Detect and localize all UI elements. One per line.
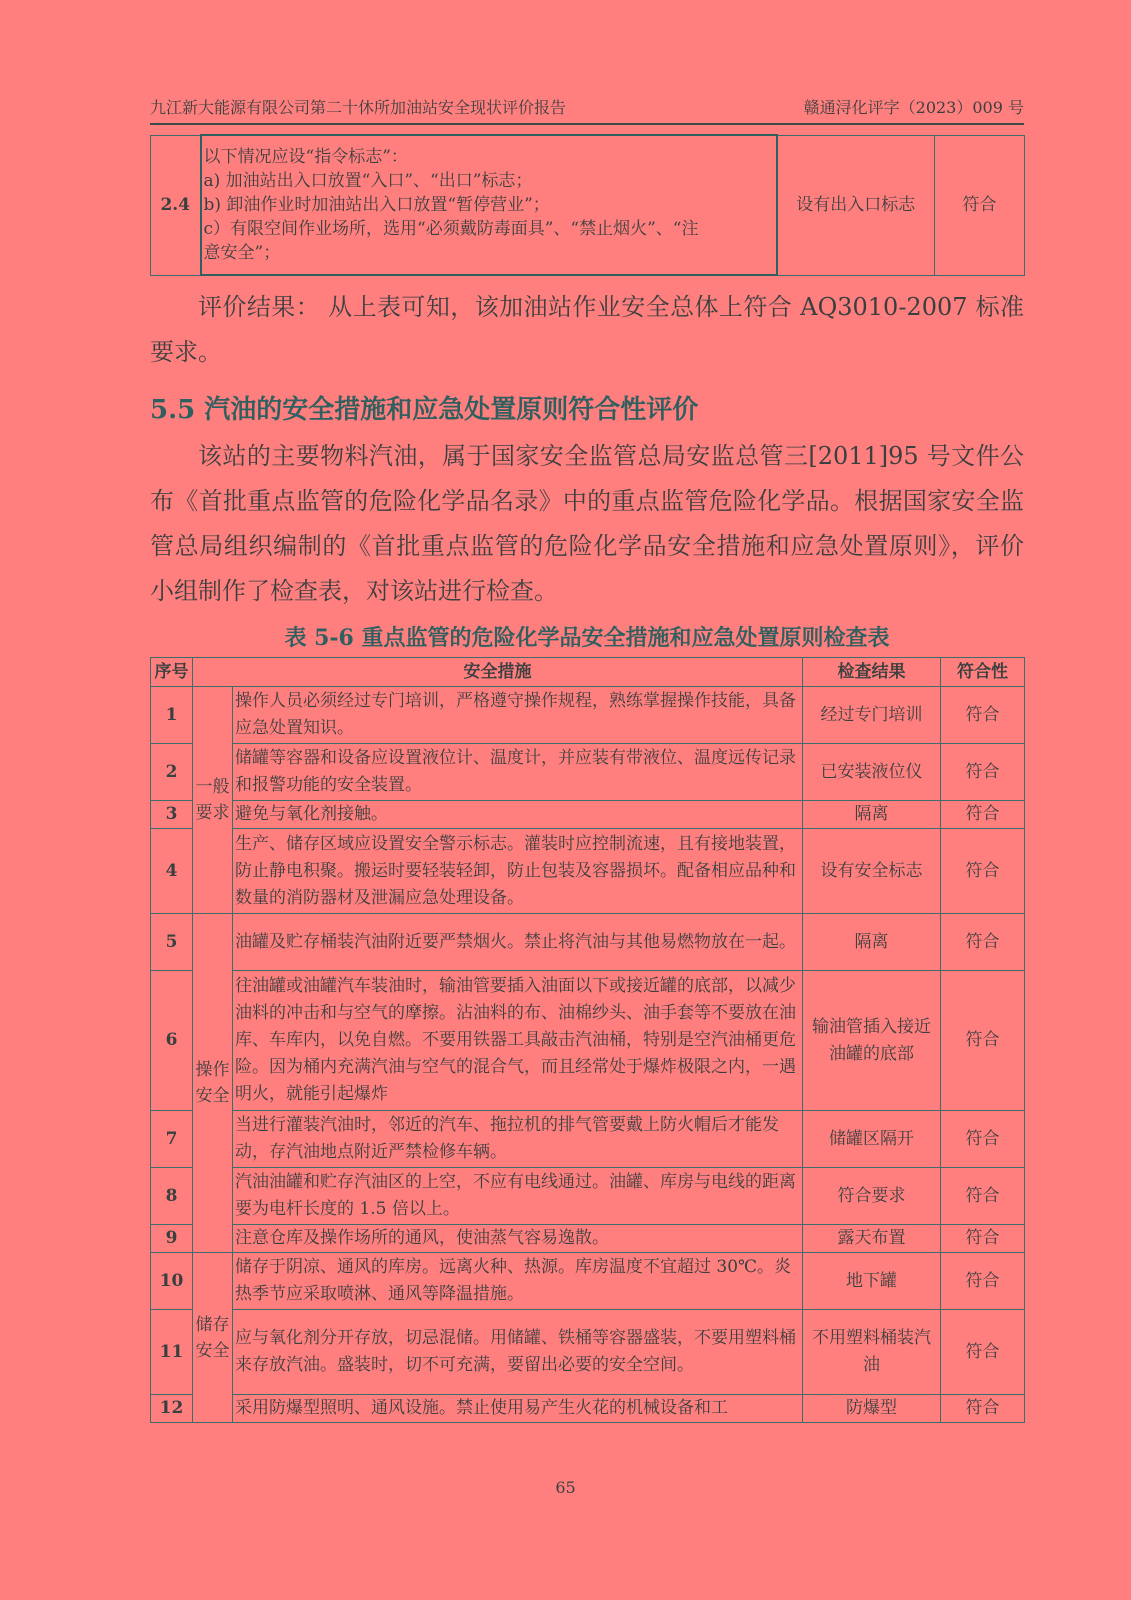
- measure-cell: 注意仓库及操作场所的通风，使油蒸气容易逸散。: [233, 1225, 803, 1253]
- table-row: [151, 914, 1025, 971]
- table-row: [151, 1253, 1025, 1310]
- page-number: 65: [555, 1478, 576, 1497]
- result-cell: 防爆型: [803, 1395, 941, 1423]
- result-cell: 隔离: [803, 801, 941, 829]
- checklist-table: [150, 657, 1025, 1423]
- result-cell: 露天布置: [803, 1225, 941, 1253]
- measure-cell: 生产、储存区域应设置安全警示标志。灌装时应控制流速，且有接地装置，防止静电积聚。搬运时要轻装轻卸，防止包装及容器损坏。配备相应品种和数量的消防器材及泄漏应急处理设备。: [233, 829, 803, 914]
- conformity-cell: 符合: [941, 829, 1025, 914]
- row-number: 3: [151, 801, 193, 829]
- table-row: [151, 1111, 1025, 1168]
- conformity-cell: 符合: [935, 135, 1025, 275]
- conformity-cell: 符合: [941, 1225, 1025, 1253]
- page-header: [150, 95, 1024, 125]
- table-row: [151, 801, 1025, 829]
- result-cell: 设有出入口标志: [777, 135, 935, 275]
- measure-cell: 油罐及贮存桶装汽油附近要严禁烟火。禁止将汽油与其他易燃物放在一起。: [233, 914, 803, 971]
- measure-cell: 操作人员必须经过专门培训，严格遵守操作规程，熟练掌握操作技能，具备应急处置知识。: [233, 687, 803, 744]
- row-number: 11: [151, 1310, 193, 1395]
- measure-line: c）有限空间作业场所，选用“必须戴防毒面具”、“禁止烟火”、“注: [203, 219, 699, 239]
- table-caption: 表 5-6 重点监管的危险化学品安全措施和应急处置原则检查表: [284, 625, 890, 651]
- row-number: 8: [151, 1168, 193, 1225]
- measure-cell: 当进行灌装汽油时，邻近的汽车、拖拉机的排气管要戴上防火帽后才能发动，存汽油地点附近严禁检修车辆。: [233, 1111, 803, 1168]
- measure-cell: [201, 135, 777, 275]
- category-cell: 操作安全: [193, 914, 233, 1253]
- result-cell: 不用塑料桶装汽油: [803, 1310, 941, 1395]
- header-right: 赣通浔化评字（2023）009 号: [803, 98, 1024, 117]
- result-cell: 隔离: [803, 914, 941, 971]
- header-left: 九江新大能源有限公司第二十休所加油站安全现状评价报告: [150, 98, 567, 117]
- row-number: 5: [151, 914, 193, 971]
- conformity-cell: 符合: [941, 1168, 1025, 1225]
- result-cell: 设有安全标志: [803, 829, 941, 914]
- conformity-cell: 符合: [941, 1253, 1025, 1310]
- measure-line: a) 加油站出入口放置“入口”、“出口”标志；: [203, 171, 533, 191]
- table-row: [151, 829, 1025, 914]
- conformity-cell: 符合: [941, 1310, 1025, 1395]
- conformity-cell: 符合: [941, 801, 1025, 829]
- section-title: 5.5 汽油的安全措施和应急处置原则符合性评价: [150, 395, 699, 425]
- measure-cell: 往油罐或油罐汽车装油时，输油管要插入油面以下或接近罐的底部，以减少油料的冲击和与空气的摩擦。沾油料的布、油棉纱头、油手套等不要放在油库、车库内，以免自燃。不要用铁器工具敲击汽油桶，特别是空汽油桶更危险。因为桶内充满汽油与空气的混合气，而且经常处于爆炸极限之内，一遇明火，就能引起爆炸: [233, 971, 803, 1111]
- table-row: [151, 1225, 1025, 1253]
- measure-line: b) 卸油作业时加油站出入口放置“暂停营业”；: [203, 195, 550, 215]
- measure-line: 意安全”；: [203, 243, 281, 263]
- measure-cell: 避免与氧化剂接触。: [233, 801, 803, 829]
- row-number: 7: [151, 1111, 193, 1168]
- header-conformity: 符合性: [941, 658, 1025, 687]
- table-row: [151, 1310, 1025, 1395]
- header-no: 序号: [151, 658, 193, 687]
- intro-paragraph: 该站的主要物料汽油，属于国家安全监管总局安监总管三[2011]95 号文件公布《首批重点监管的危险化学品名录》中的重点监管危险化学品。根据国家安全监管总局组织编制的《首批重点监管的危险化学品安全措施和应急处置原则》，评价小组制作了检查表，对该站进行检查。: [150, 442, 1024, 605]
- table-row: [151, 687, 1025, 744]
- conformity-cell: 符合: [941, 971, 1025, 1111]
- table-row: [151, 971, 1025, 1111]
- result-cell: 已安装液位仪: [803, 744, 941, 801]
- row-number: 2: [151, 744, 193, 801]
- measure-cell: 汽油油罐和贮存汽油区的上空，不应有电线通过。油罐、库房与电线的距离要为电杆长度的 1.5 倍以上。: [233, 1168, 803, 1225]
- measure-cell: 储存于阴凉、通风的库房。远离火种、热源。库房温度不宜超过 30℃。炎热季节应采取喷淋、通风等降温措施。: [233, 1253, 803, 1310]
- table-row: [151, 744, 1025, 801]
- header-measure: 安全措施: [193, 658, 803, 687]
- header-result: 检查结果: [803, 658, 941, 687]
- table-row: [151, 1395, 1025, 1423]
- row-number: 2.4: [151, 135, 201, 275]
- conformity-cell: 符合: [941, 1111, 1025, 1168]
- measure-cell: 采用防爆型照明、通风设施。禁止使用易产生火花的机械设备和工: [233, 1395, 803, 1423]
- continued-table: [150, 134, 1025, 276]
- row-number: 10: [151, 1253, 193, 1310]
- row-number: 4: [151, 829, 193, 914]
- table-header-row: [151, 658, 1025, 687]
- conformity-cell: 符合: [941, 687, 1025, 744]
- result-cell: 地下罐: [803, 1253, 941, 1310]
- measure-cell: 储罐等容器和设备应设置液位计、温度计，并应装有带液位、温度远传记录和报警功能的安全装置。: [233, 744, 803, 801]
- table-row: [151, 135, 1025, 275]
- result-cell: 输油管插入接近油罐的底部: [803, 971, 941, 1111]
- conformity-cell: 符合: [941, 1395, 1025, 1423]
- table-row: [151, 1168, 1025, 1225]
- result-cell: 储罐区隔开: [803, 1111, 941, 1168]
- conformity-cell: 符合: [941, 914, 1025, 971]
- result-cell: 经过专门培训: [803, 687, 941, 744]
- category-cell: 储存安全: [193, 1253, 233, 1423]
- row-number: 1: [151, 687, 193, 744]
- measure-cell: 应与氧化剂分开存放，切忌混储。用储罐、铁桶等容器盛装，不要用塑料桶来存放汽油。盛装时，切不可充满，要留出必要的安全空间。: [233, 1310, 803, 1395]
- evaluation-paragraph: 评价结果： 从上表可知，该加油站作业安全总体上符合 AQ3010-2007 标准要求。: [150, 293, 1024, 366]
- conformity-cell: 符合: [941, 744, 1025, 801]
- measure-line: 以下情况应设“指令标志”：: [203, 147, 408, 167]
- category-cell: 一般要求: [193, 687, 233, 914]
- row-number: 9: [151, 1225, 193, 1253]
- result-cell: 符合要求: [803, 1168, 941, 1225]
- row-number: 6: [151, 971, 193, 1111]
- row-number: 12: [151, 1395, 193, 1423]
